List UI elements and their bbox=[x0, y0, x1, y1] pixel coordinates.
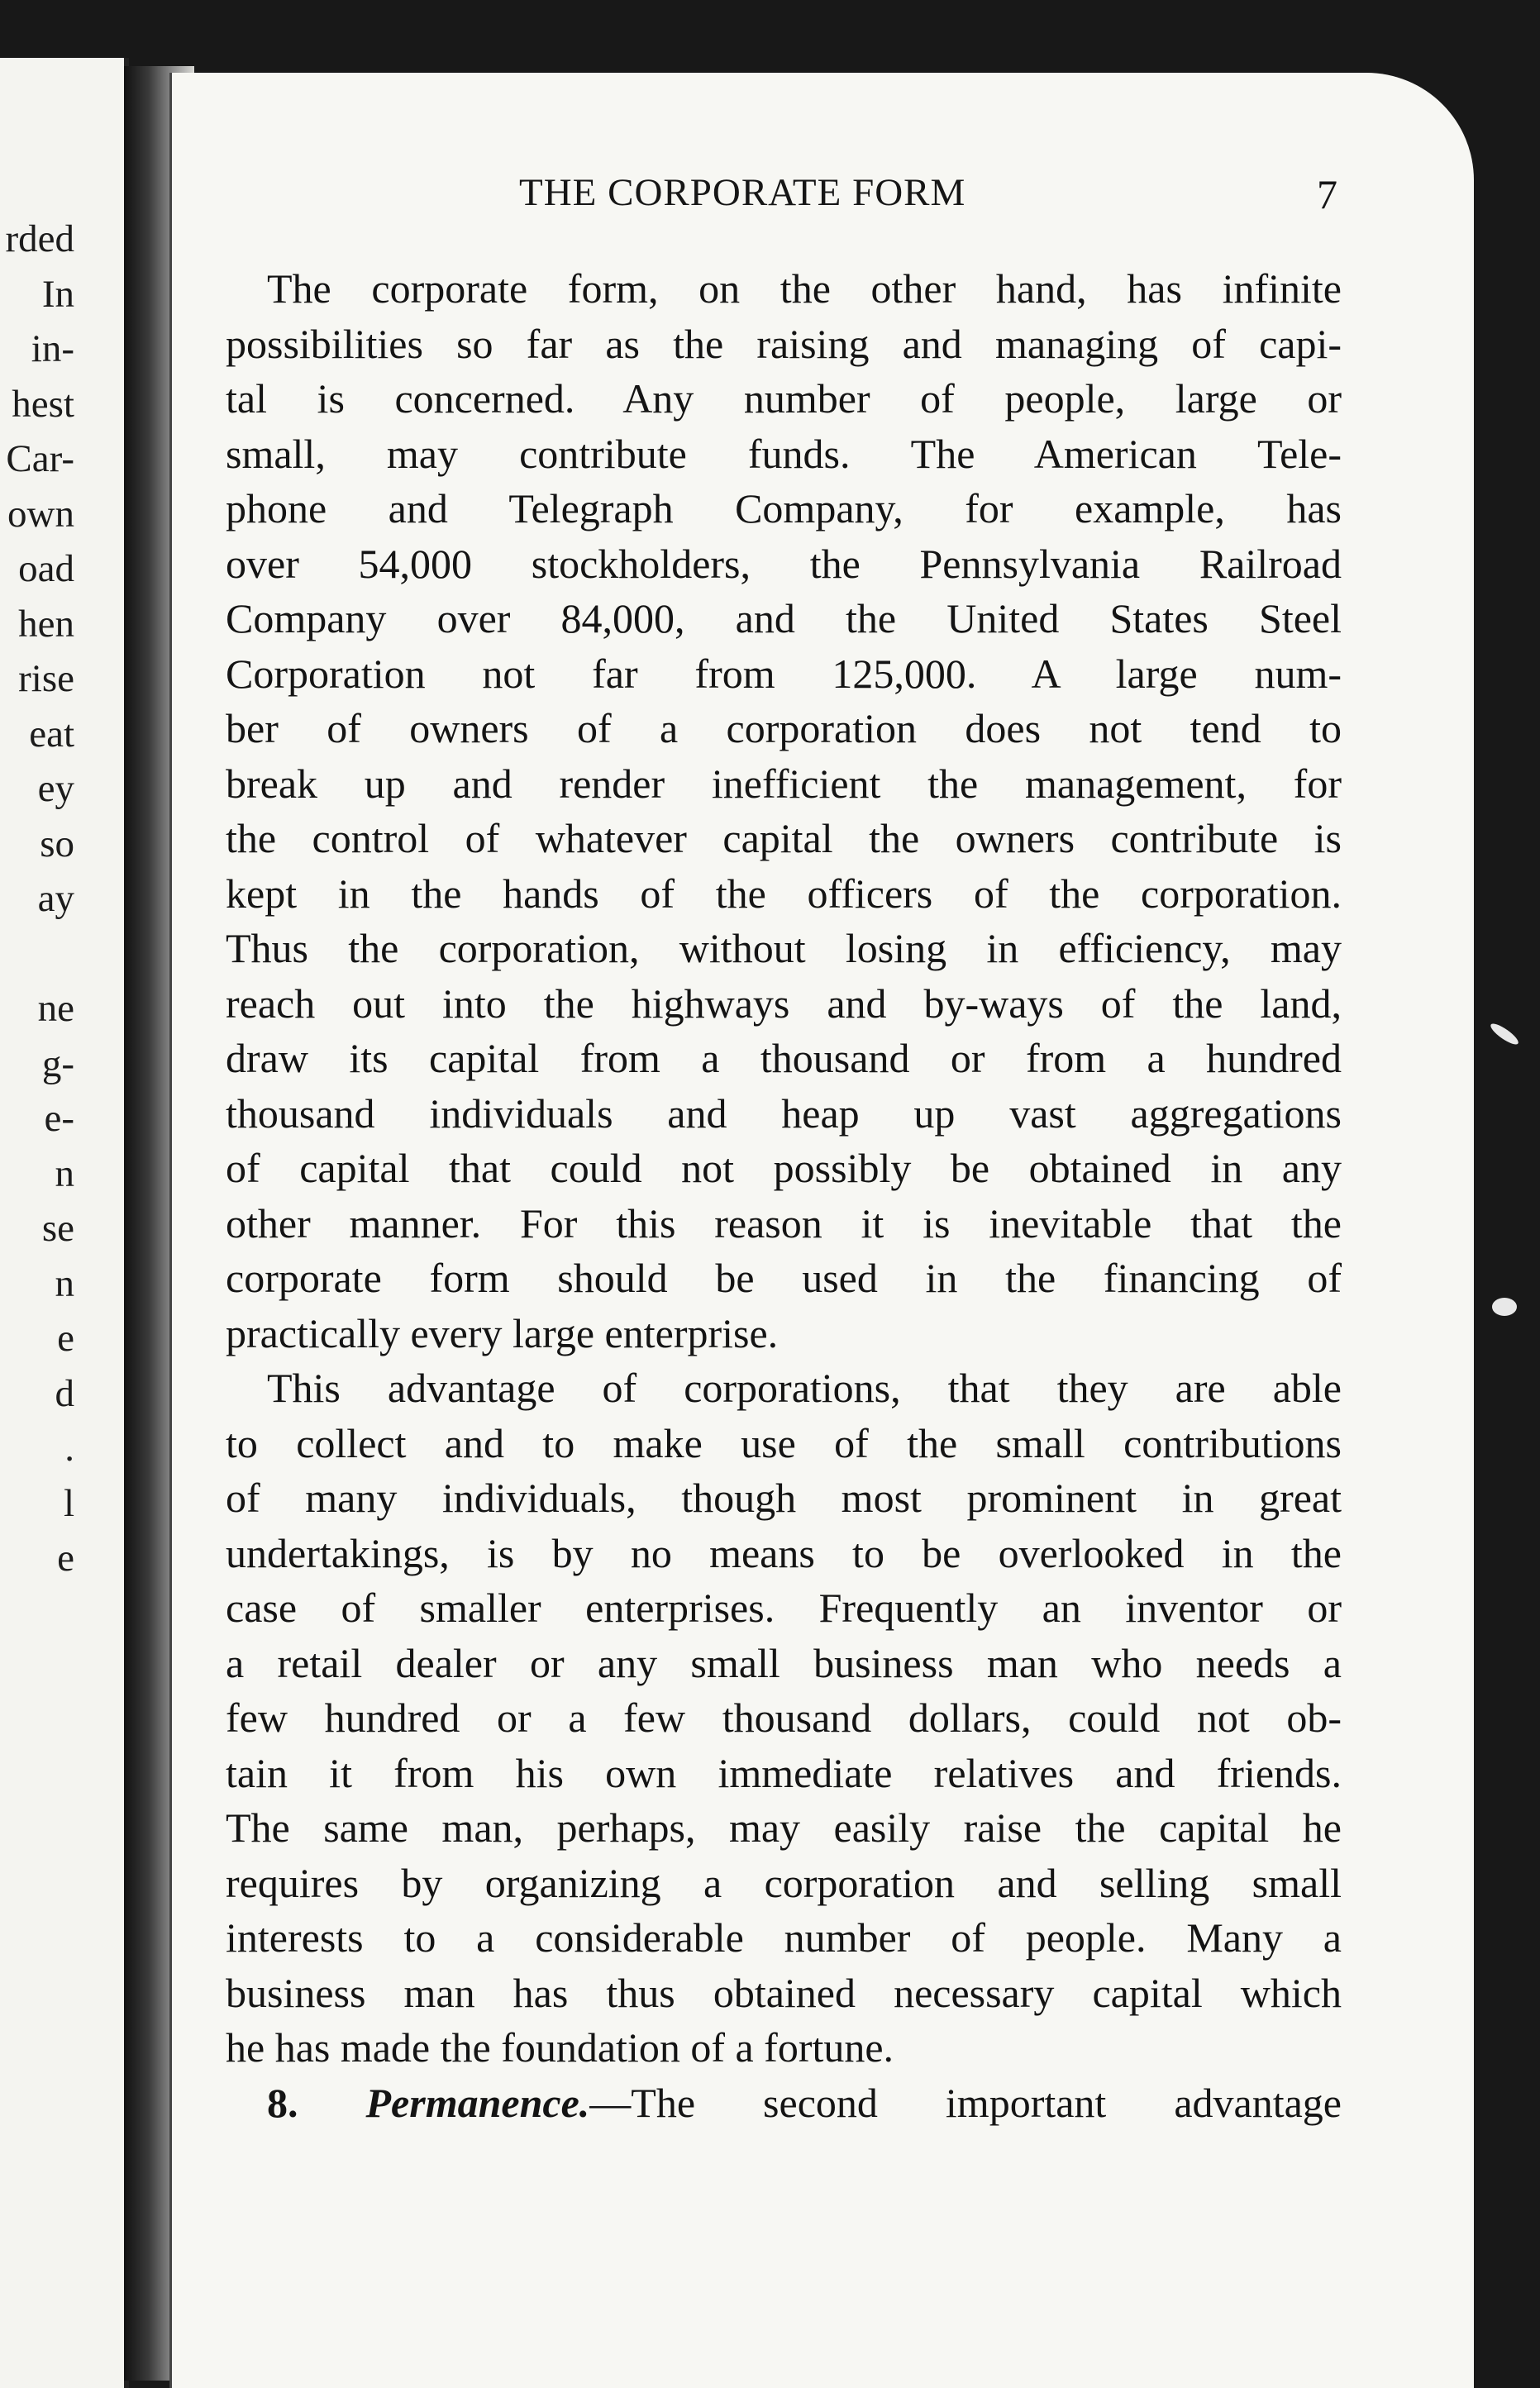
facing-page-fragment: hest bbox=[12, 382, 74, 426]
facing-page-fragment: ne bbox=[37, 987, 74, 1030]
page-number: 7 bbox=[1317, 171, 1337, 217]
text-line: draw its capital from a thousand or from a hundred bbox=[226, 1035, 1342, 1081]
text-line: undertakings, is by no means to be overlooked in the bbox=[226, 1529, 1342, 1576]
scan-speck bbox=[1492, 1298, 1517, 1316]
text-line: break up and render inefficient the management, for bbox=[226, 760, 1342, 807]
text-line: ber of owners of a corporation does not tend to bbox=[226, 705, 1342, 751]
facing-page-fragment: g- bbox=[41, 1041, 74, 1085]
section-title: Permanence. bbox=[365, 2079, 590, 2126]
text-line: other manner. For this reason it is inevitable that the bbox=[226, 1199, 1342, 1246]
facing-page-fragment: hen bbox=[18, 602, 74, 646]
facing-page-fragment: Car- bbox=[6, 437, 74, 480]
text-line: Thus the corporation, without losing in efficiency, may bbox=[226, 925, 1342, 971]
facing-page-fragment: eat bbox=[29, 712, 74, 755]
facing-page-fragment: se bbox=[41, 1207, 74, 1250]
text-line: kept in the hands of the officers of the corporation. bbox=[226, 870, 1342, 917]
text-line: he has made the foundation of a fortune. bbox=[226, 2024, 894, 2071]
text-line: of capital that could not possibly be obtained in any bbox=[226, 1145, 1342, 1191]
text-line: reach out into the highways and by-ways of the land, bbox=[226, 980, 1342, 1027]
text-line: phone and Telegraph Company, for example, has bbox=[226, 485, 1342, 531]
section-lead-text: —The second important advantage bbox=[589, 2079, 1342, 2126]
facing-page-fragment: n bbox=[55, 1151, 74, 1195]
facing-page-fragment: n bbox=[55, 1261, 74, 1305]
facing-page-fragment: ey bbox=[37, 767, 74, 810]
text-line: requires by organizing a corporation and selling small bbox=[226, 1859, 1342, 1906]
text-line: few hundred or a few thousand dollars, could not ob- bbox=[226, 1694, 1342, 1741]
text-line: Corporation not far from 125,000. A large num- bbox=[226, 650, 1342, 697]
text-line: small, may contribute funds. The American Tele- bbox=[226, 430, 1342, 477]
text-line: tain it from his own immediate relatives and friends. bbox=[226, 1749, 1342, 1796]
text-line: a retail dealer or any small business man who needs a bbox=[226, 1639, 1342, 1686]
text-line: over 54,000 stockholders, the Pennsylvania Railroad bbox=[226, 540, 1342, 587]
text-line: The same man, perhaps, may easily raise the capital he bbox=[226, 1804, 1342, 1851]
facing-page-fragment: . bbox=[64, 1427, 74, 1470]
section-number: 8. bbox=[267, 2079, 298, 2126]
facing-page-fragment: l bbox=[63, 1481, 74, 1525]
facing-page-fragment: e bbox=[57, 1537, 74, 1580]
section-heading-line bbox=[226, 2076, 1342, 2131]
text-line: case of smaller enterprises. Frequently an inventor or bbox=[226, 1585, 1342, 1631]
text-line: tal is concerned. Any number of people, large or bbox=[226, 375, 1342, 422]
facing-page-fragment: e bbox=[57, 1317, 74, 1360]
scan-speck bbox=[1488, 1021, 1521, 1048]
facing-page-fragment: rded bbox=[5, 217, 74, 260]
facing-page-fragment: in- bbox=[31, 327, 74, 370]
text-line: of many individuals, though most prominent in great bbox=[226, 1475, 1342, 1521]
book-page bbox=[169, 73, 1474, 2388]
facing-page-fragment: oad bbox=[18, 547, 74, 590]
facing-page-fragment: In bbox=[41, 272, 74, 316]
body-text bbox=[226, 261, 1342, 2130]
text-line: The corporate form, on the other hand, has infinite bbox=[267, 265, 1342, 312]
facing-page-fragment: e- bbox=[44, 1097, 74, 1140]
facing-page-fragment: own bbox=[7, 492, 74, 536]
facing-page-edge bbox=[0, 58, 129, 2388]
facing-page-fragment: d bbox=[55, 1371, 74, 1415]
text-line: possibilities so far as the raising and managing of capi- bbox=[226, 320, 1342, 367]
text-line: interests to a considerable number of people. Many a bbox=[226, 1914, 1342, 1961]
text-line: This advantage of corporations, that they are able bbox=[267, 1365, 1342, 1411]
paragraph-1 bbox=[226, 261, 1342, 1361]
paragraph-2 bbox=[226, 1361, 1342, 2076]
text-line: business man has thus obtained necessary capital which bbox=[226, 1969, 1342, 2016]
text-line: corporate form should be used in the financing of bbox=[226, 1255, 1342, 1301]
text-line: the control of whatever capital the owners contribute is bbox=[226, 815, 1342, 861]
running-head bbox=[172, 170, 1474, 228]
text-line: practically every large enterprise. bbox=[226, 1309, 779, 1356]
text-line: to collect and to make use of the small contributions bbox=[226, 1419, 1342, 1466]
text-line: Company over 84,000, and the United States Steel bbox=[226, 595, 1342, 641]
facing-page-fragment: ay bbox=[37, 877, 74, 920]
running-head-title: THE CORPORATE FORM bbox=[519, 171, 966, 214]
facing-page-fragment: rise bbox=[18, 657, 74, 700]
text-line: thousand individuals and heap up vast aggregations bbox=[226, 1089, 1342, 1137]
facing-page-fragment: so bbox=[40, 822, 74, 865]
